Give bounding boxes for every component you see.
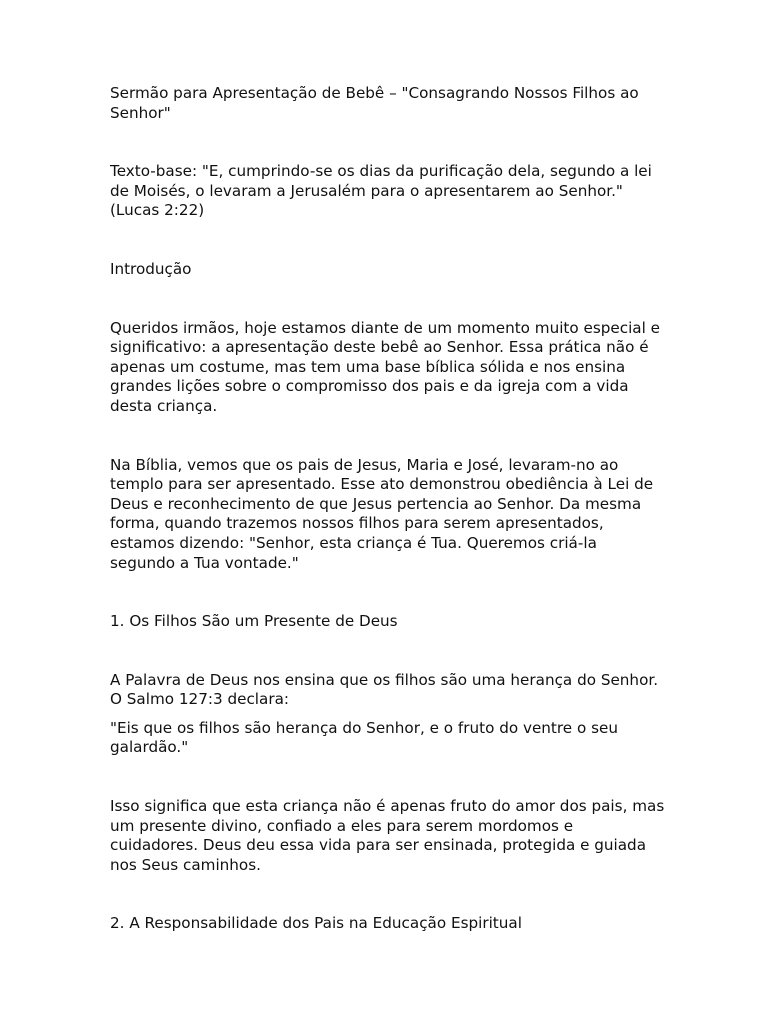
base-text-paragraph: Texto-base: "E, cumprindo-se os dias da purificação dela, segundo a lei de Moisés, o levaram a Jerusalém para o apresentarem ao Senhor." (Lucas 2:22) xyxy=(110,162,652,220)
intro-paragraph-1: Queridos irmãos, hoje estamos diante de um momento muito especial e significativo: a apresentação deste bebê ao Senhor. Essa prática não é apenas um costume, mas tem uma base bíblica sólida e nos ensina grandes lições sobre o compromisso dos pais e da igreja com a vida desta criança. xyxy=(110,318,660,415)
section-1-paragraph-1: A Palavra de Deus nos ensina que os filhos são uma herança do Senhor. O Salmo 127:3 declara: xyxy=(110,670,659,709)
section-1-quote: "Eis que os filhos são herança do Senhor, e o fruto do ventre o seu galardão." xyxy=(110,718,618,757)
intro-heading: Introdução xyxy=(110,259,192,278)
section-1-paragraph-2: Isso significa que esta criança não é apenas fruto do amor dos pais, mas um presente divino, confiado a eles para serem mordomos e cuidadores. Deus deu essa vida para ser ensinada, protegida e guiada nos Seus caminhos. xyxy=(110,797,665,874)
section-1-heading: 1. Os Filhos São um Presente de Deus xyxy=(110,612,398,631)
document-page xyxy=(110,84,665,934)
document-title: Sermão para Apresentação de Bebê – "Consagrando Nossos Filhos ao Senhor" xyxy=(110,84,639,122)
intro-paragraph-2: Na Bíblia, vemos que os pais de Jesus, Maria e José, levaram-no ao templo para ser apresentado. Esse ato demonstrou obediência à Lei de Deus e reconhecimento de que Jesus pertencia ao Senhor. Da mesma forma, quando trazemos nossos filhos para serem apresentados, estamos dizendo: "Senhor, esta criança é Tua. Queremos criá-la segundo a Tua vontade." xyxy=(110,455,654,572)
section-2-heading: 2. A Responsabilidade dos Pais na Educação Espiritual xyxy=(110,914,522,933)
